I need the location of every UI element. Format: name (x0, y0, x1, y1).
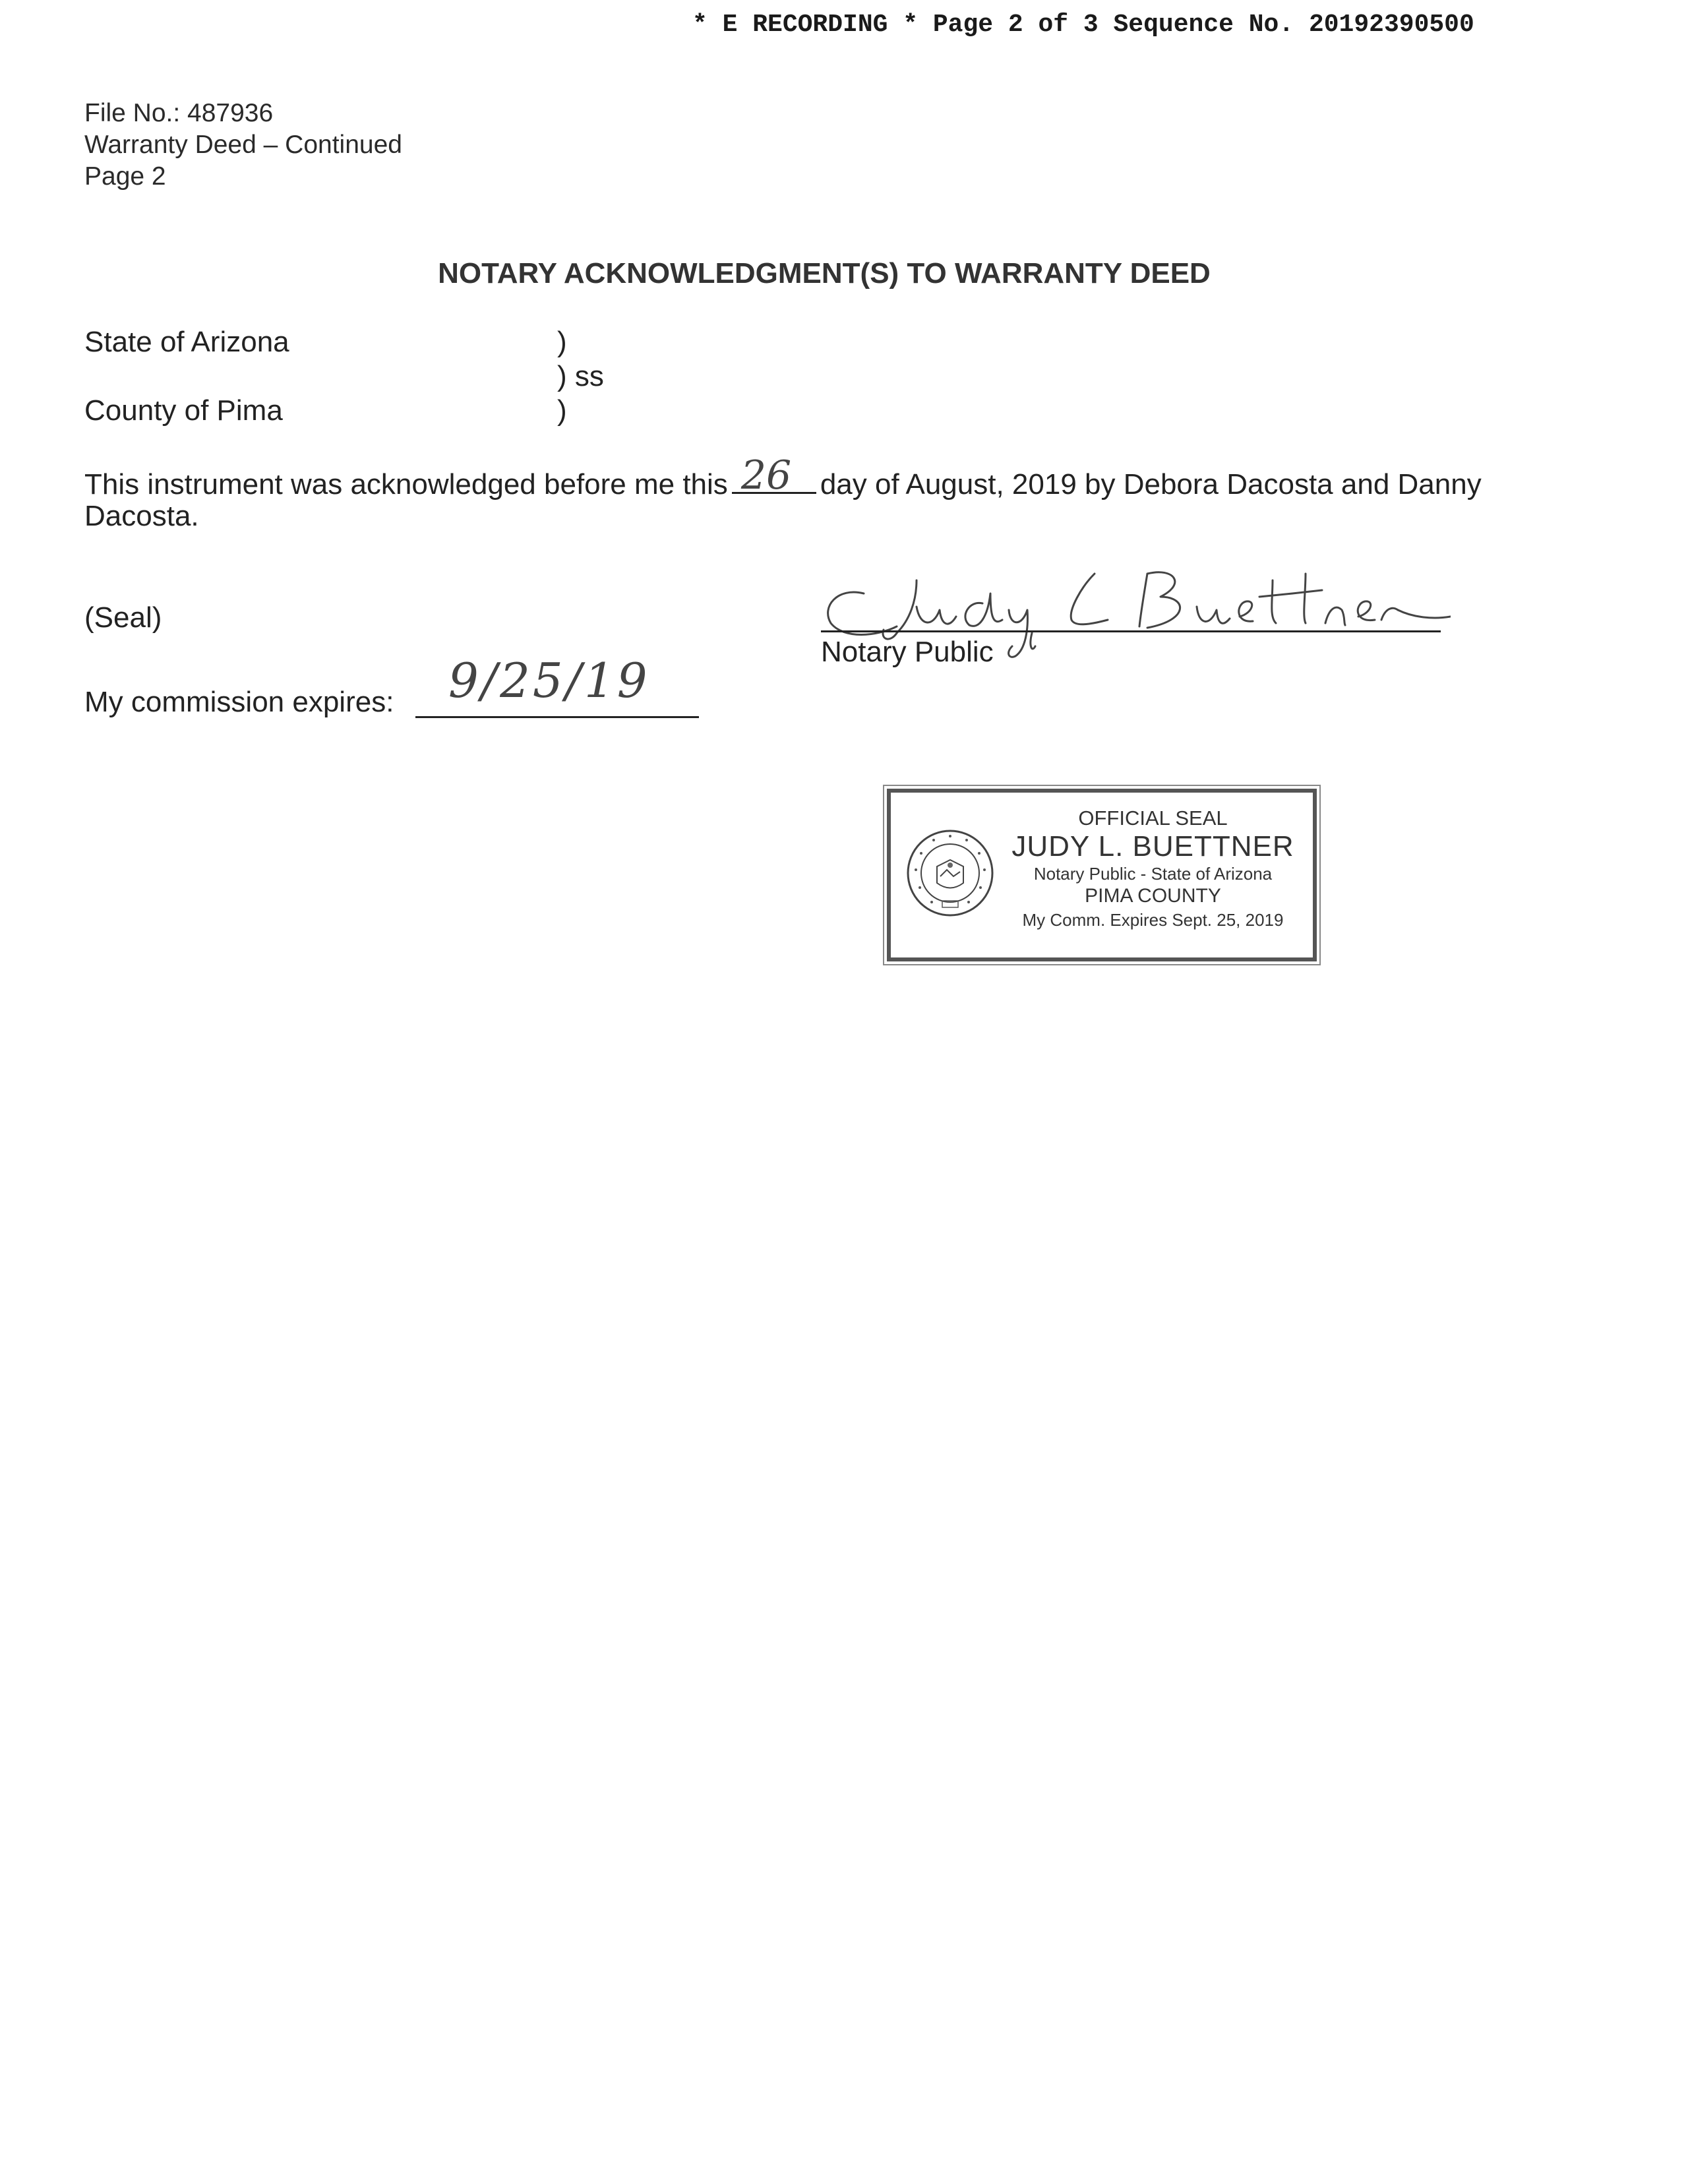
arizona-state-seal-icon (904, 827, 996, 919)
stamp-notary-name: JUDY L. BUETTNER (1011, 830, 1294, 863)
page-title: NOTARY ACKNOWLEDGMENT(S) TO WARRANTY DEED (438, 257, 1211, 289)
stamp-official-seal: OFFICIAL SEAL (1078, 806, 1228, 830)
recording-header: * E RECORDING * Page 2 of 3 Sequence No. 20192390500 (692, 11, 1474, 39)
document-type: Warranty Deed – Continued (84, 131, 402, 159)
venue-county: County of Pima (84, 394, 283, 427)
venue-paren-bottom: ) (557, 394, 567, 427)
acknowledgment-text (84, 452, 1482, 501)
commission-label: My commission expires: (84, 686, 394, 718)
venue-paren-top: ) (557, 326, 567, 358)
notary-signature-line (821, 630, 1441, 632)
acknowledgment-suffix: day of August, 2019 by Debora Dacosta and Danny (820, 468, 1482, 501)
handwritten-day: 26 (740, 452, 792, 499)
file-number: File No.: 487936 (84, 99, 274, 127)
official-seal-stamp (887, 789, 1317, 961)
file-info-block (84, 98, 402, 193)
stamp-county: PIMA COUNTY (1085, 885, 1221, 907)
commission-signature-line (415, 716, 699, 718)
acknowledgment-continuation: Dacosta. (84, 500, 199, 532)
notary-public-label: Notary Public (821, 636, 994, 668)
stamp-expiration: My Comm. Expires Sept. 25, 2019 (1022, 910, 1284, 930)
acknowledgment-prefix: This instrument was acknowledged before me this (84, 468, 728, 501)
stamp-notary-title: Notary Public - State of Arizona (1033, 864, 1273, 884)
handwritten-commission-date: 9/25/19 (448, 653, 650, 708)
page-indicator: Page 2 (84, 162, 166, 191)
seal-label: (Seal) (84, 601, 162, 634)
venue-paren-ss: ) ss (557, 360, 604, 392)
venue-state: State of Arizona (84, 326, 289, 358)
day-blank (732, 452, 816, 499)
stamp-text-block (1006, 806, 1300, 932)
